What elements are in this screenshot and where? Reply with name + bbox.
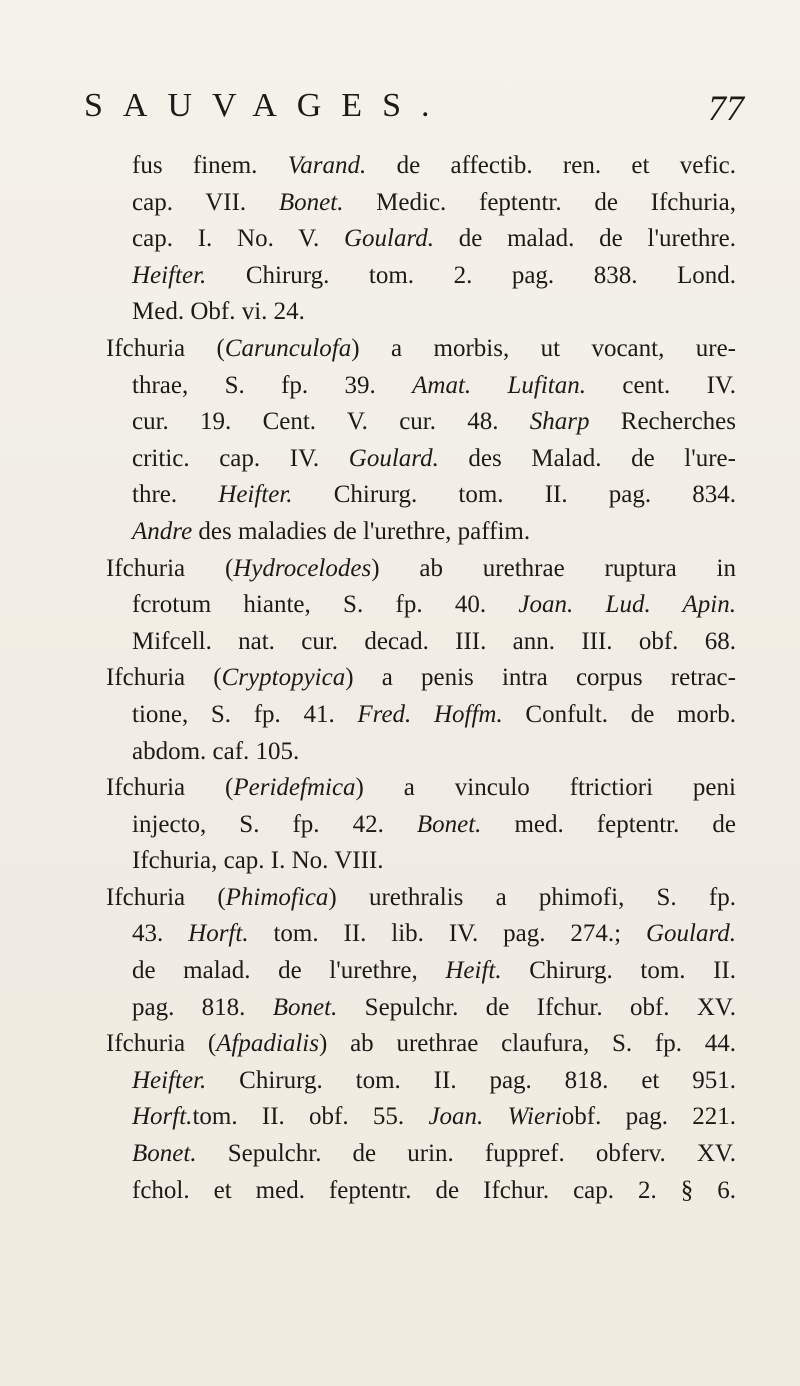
italic-segment: Goulard. xyxy=(343,225,434,253)
text-segment: abdom. caf. 105. xyxy=(132,737,300,765)
italic-segment: Bonet. xyxy=(416,810,482,838)
text-segment: fcrotum hiante, S. fp. 40. xyxy=(132,591,519,619)
italic-segment: Bonet. xyxy=(132,1140,197,1168)
text-segment: cur. 19. Cent. V. cur. 48. xyxy=(132,408,530,436)
text-segment: Ifchuria ( xyxy=(106,1030,217,1058)
text-line xyxy=(106,441,736,478)
text-line xyxy=(106,477,736,514)
text-line xyxy=(106,258,736,295)
italic-segment: Afpadialis xyxy=(216,1030,319,1058)
text-line xyxy=(106,770,736,807)
text-segment: Recherches xyxy=(589,408,736,436)
text-line xyxy=(106,221,736,258)
text-segment: fchol. et med. feptentr. de Ifchur. cap. 2. § 6. xyxy=(132,1176,736,1204)
running-head: SAUVAGES. xyxy=(84,87,450,124)
text-segment: Medic. feptentr. de Ifchuria, xyxy=(343,188,736,216)
text-segment: tione, S. fp. 41. xyxy=(132,700,358,728)
italic-segment: Andre xyxy=(132,517,193,545)
text-line xyxy=(106,843,736,880)
text-line xyxy=(106,1026,736,1063)
text-segment: 43. xyxy=(132,920,189,948)
text-segment: thrae, S. fp. 39. xyxy=(132,371,413,399)
text-segment: Mifcell. nat. cur. decad. III. ann. III. obf. 68. xyxy=(132,627,736,655)
text-line xyxy=(106,294,736,331)
text-segment: de affectib. ren. et vefic. xyxy=(366,152,736,179)
text-line xyxy=(106,551,736,588)
italic-segment: Sharp xyxy=(529,408,590,436)
text-line xyxy=(106,990,736,1027)
text-segment: de malad. de l'urethre, xyxy=(132,957,446,985)
text-segment: cap. I. No. V. xyxy=(132,225,344,253)
text-line xyxy=(106,185,736,222)
text-line xyxy=(106,148,736,185)
italic-segment: Heifter. xyxy=(218,481,293,509)
italic-segment: Fred. Hoffm. xyxy=(357,700,503,728)
text-line xyxy=(106,953,736,990)
text-segment: cap. VII. xyxy=(132,188,279,216)
text-segment: ) a vinculo ftrictiori peni xyxy=(355,774,736,802)
text-line xyxy=(106,368,736,405)
text-segment: tom. II. lib. IV. pag. 274.; xyxy=(248,920,646,948)
italic-segment: Cryptopyica xyxy=(221,664,346,692)
text-segment: Chirurg. tom. II. pag. 834. xyxy=(292,481,736,509)
text-segment: ) ab urethrae ruptura in xyxy=(371,554,736,582)
text-line xyxy=(106,1099,736,1136)
text-segment: Confult. de morb. xyxy=(502,700,736,728)
text-segment: Ifchuria, cap. I. No. VIII. xyxy=(132,847,384,875)
text-segment: ) ab urethrae claufura, S. fp. 44. xyxy=(319,1030,736,1058)
text-segment: des maladies de l'urethre, paffim. xyxy=(192,517,531,545)
text-segment: pag. 818. xyxy=(132,993,273,1021)
text-segment: med. feptentr. de xyxy=(481,810,736,838)
text-segment: Ifchuria ( xyxy=(106,334,225,362)
text-line xyxy=(106,1173,736,1210)
italic-segment: Amat. Lufitan. xyxy=(412,371,586,399)
text-segment: cent. IV. xyxy=(586,371,736,399)
text-segment: Ifchuria ( xyxy=(106,774,234,802)
italic-segment: Heift. xyxy=(445,957,502,985)
text-line xyxy=(106,1063,736,1100)
italic-segment: Horft. xyxy=(132,1103,193,1131)
italic-segment: Bonet. xyxy=(272,993,338,1021)
text-line xyxy=(106,697,736,734)
text-segment: Chirurg. tom. II. pag. 818. et 951. xyxy=(206,1066,736,1094)
text-segment: thre. xyxy=(132,481,219,509)
text-segment: de malad. de l'urethre. xyxy=(434,225,736,253)
text-segment: ) urethralis a phimofi, S. fp. xyxy=(328,883,736,911)
italic-segment: Bonet. xyxy=(278,188,344,216)
text-segment: ) a penis intra corpus retrac- xyxy=(345,664,736,692)
text-line xyxy=(106,587,736,624)
text-segment: Ifchuria ( xyxy=(106,883,226,911)
italic-segment: Varand. xyxy=(287,152,367,179)
text-segment: tom. II. obf. 55. xyxy=(192,1103,429,1131)
text-segment: injecto, S. fp. 42. xyxy=(132,810,417,838)
italic-segment: Peridefmica xyxy=(233,774,356,802)
text-segment: critic. cap. IV. xyxy=(132,444,349,472)
text-line xyxy=(106,404,736,441)
text-line xyxy=(106,807,736,844)
text-line xyxy=(106,331,736,368)
text-segment: Sepulchr. de urin. fuppref. obferv. XV. xyxy=(196,1140,736,1168)
page-number: 77 xyxy=(708,88,744,128)
text-segment: Chirurg. tom. 2. pag. 838. Lond. xyxy=(206,261,736,289)
page-header xyxy=(84,86,744,136)
text-segment: fus finem. xyxy=(132,152,288,179)
text-segment: des Malad. de l'ure- xyxy=(438,444,736,472)
text-segment: Sepulchr. de Ifchur. obf. XV. xyxy=(337,993,736,1021)
text-segment: obf. pag. 221. xyxy=(561,1103,736,1131)
italic-segment: Horft. xyxy=(188,920,249,948)
text-line xyxy=(106,660,736,697)
text-line xyxy=(106,624,736,661)
text-line xyxy=(106,734,736,771)
text-segment: Chirurg. tom. II. xyxy=(501,957,736,985)
italic-segment: Joan. Wieri xyxy=(428,1103,562,1131)
italic-segment: Goulard. xyxy=(348,444,439,472)
text-segment: ) a morbis, ut vocant, ure- xyxy=(351,334,736,362)
text-segment: Med. Obf. vi. 24. xyxy=(132,298,305,326)
italic-segment: Hydrocelodes xyxy=(233,554,372,582)
text-line xyxy=(106,880,736,917)
italic-segment: Goulard. xyxy=(645,920,736,948)
text-line xyxy=(106,1136,736,1173)
body-text xyxy=(106,148,736,1209)
text-line xyxy=(106,514,736,551)
italic-segment: Carunculofa xyxy=(224,334,352,362)
italic-segment: Phimofica xyxy=(225,883,329,911)
italic-segment: Joan. Lud. Apin. xyxy=(518,591,736,619)
text-segment: Ifchuria ( xyxy=(106,664,222,692)
text-segment: Ifchuria ( xyxy=(106,554,234,582)
italic-segment: Heifter. xyxy=(132,1066,207,1094)
italic-segment: Heifter. xyxy=(132,261,207,289)
text-line xyxy=(106,916,736,953)
